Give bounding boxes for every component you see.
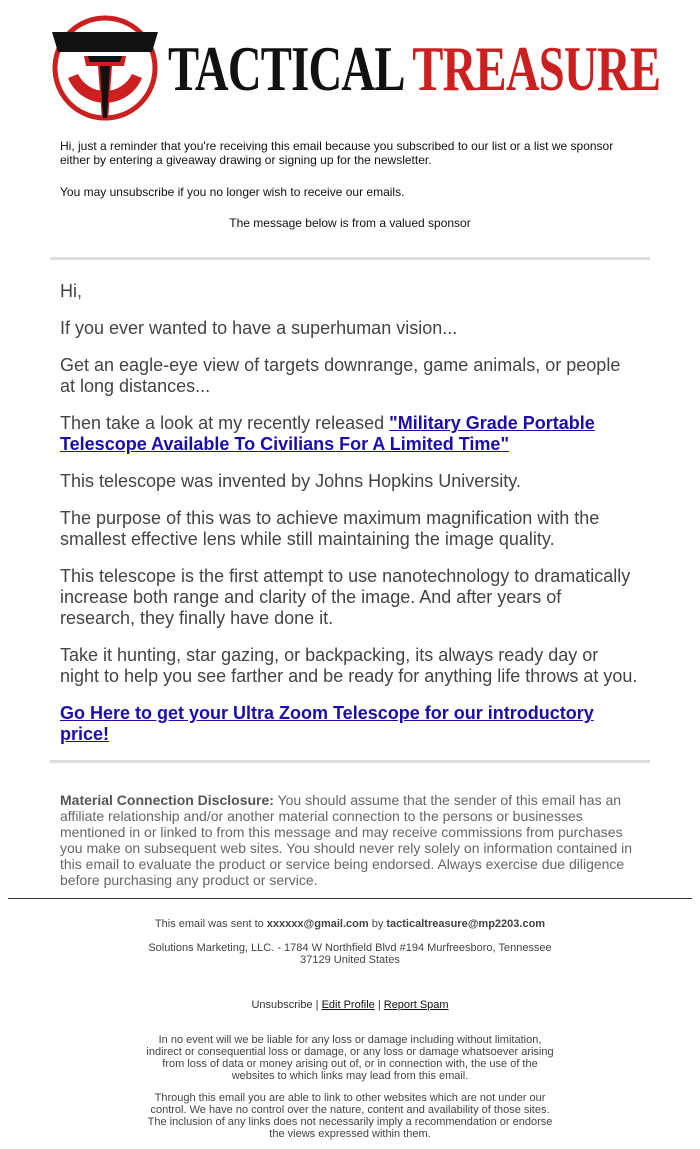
footer-links [140,999,560,1011]
disclosure-label: Material Connection Disclosure: [60,792,274,808]
brand-wordmark [168,34,660,104]
telescope-offer-link[interactable]: "Military Grade Portable Telescope Available To Civilians For A Limited Time" [60,413,595,454]
divider [50,257,650,260]
greeting: Hi, [60,281,82,301]
recipient-email: xxxxxx@gmail.com [266,918,369,930]
mailing-address: Solutions Marketing, LLC. - 1784 W Northfield Blvd #194 Murfreesboro, Tennessee 37129 United States [148,942,552,966]
paragraph-7: Take it hunting, star gazing, or backpacking, its always ready day or night to help you see farther and be ready for anything life throws at you. [60,645,638,686]
paragraph-6: This telescope is the first attempt to use nanotechnology to dramatically increase both range and clarity of the image. And after years of research, they finally have done it. [60,566,631,628]
edit-profile-link[interactable]: Edit Profile [321,999,375,1011]
paragraph-3 [60,413,640,455]
unsubscribe-notice: You may unsubscribe if you no longer wish to receive our emails. [60,185,405,199]
sent-to-line [140,918,560,930]
subscription-notice: Hi, just a reminder that you're receiving this email because you subscribed to our list or a list we sponsor either by entering a giveaway drawing or signing up for the newsletter. [60,139,614,167]
sender-email: tacticaltreasure@mp2203.com [386,918,546,930]
paragraph-5: The purpose of this was to achieve maximum magnification with the smallest effective lens while still maintaining the image quality. [60,508,600,549]
footer-divider [8,898,692,899]
paragraph-1: If you ever wanted to have a superhuman vision... [60,318,458,338]
external-links-disclaimer: Through this email you are able to link to other websites which are not under our control. We have no control over the nature, content and availability of those sites. The inclusion of any links does not necessarily imply a recommendation or endorse the views expressed within them. [147,1092,553,1140]
paragraph-4: This telescope was invented by Johns Hopkins University. [60,471,521,491]
brand-word-tactical: TACTICAL [168,34,403,104]
paragraph-3-text: Then take a look at my recently released [60,413,390,433]
tactical-treasure-logo-icon [50,8,162,128]
brand-header [50,8,661,128]
divider [50,760,650,763]
cta-paragraph [60,703,640,745]
sponsor-message [60,281,640,761]
sponsor-note: The message below is from a valued sponsor [229,216,471,230]
paragraph-2: Get an eagle-eye view of targets downrange, game animals, or people at long distances... [60,355,621,396]
sent-middle: by [368,918,387,930]
cta-link[interactable]: Go Here to get your Ultra Zoom Telescope for our introductory price! [60,703,594,744]
disclosure-text: You should assume that the sender of this email has an affiliate relationship and/or another material connection to the persons or businesses mentioned in or linked to from this message and may receive commissions from purchases you make on subsequent web sites. You should never rely solely on information contained in this email to evaluate the product or service being endorsed. Always exercise due diligence before purchasing any product or service. [60,792,633,888]
report-spam-link[interactable]: Report Spam [383,999,449,1011]
link-separator: | [312,999,322,1011]
brand-word-treasure: TREASURE [412,34,661,104]
link-separator: | [374,999,384,1011]
material-disclosure [60,792,640,888]
unsubscribe-link[interactable]: Unsubscribe [251,999,313,1011]
liability-disclaimer: In no event will we be liable for any loss or damage including without limitation, indirect or consequential loss or damage, or any loss or damage whatsoever arising from loss of data or money arising out of, or in connection with, the use of the websites to which links may lead from this email. [146,1034,554,1082]
sent-prefix: This email was sent to [154,918,267,930]
